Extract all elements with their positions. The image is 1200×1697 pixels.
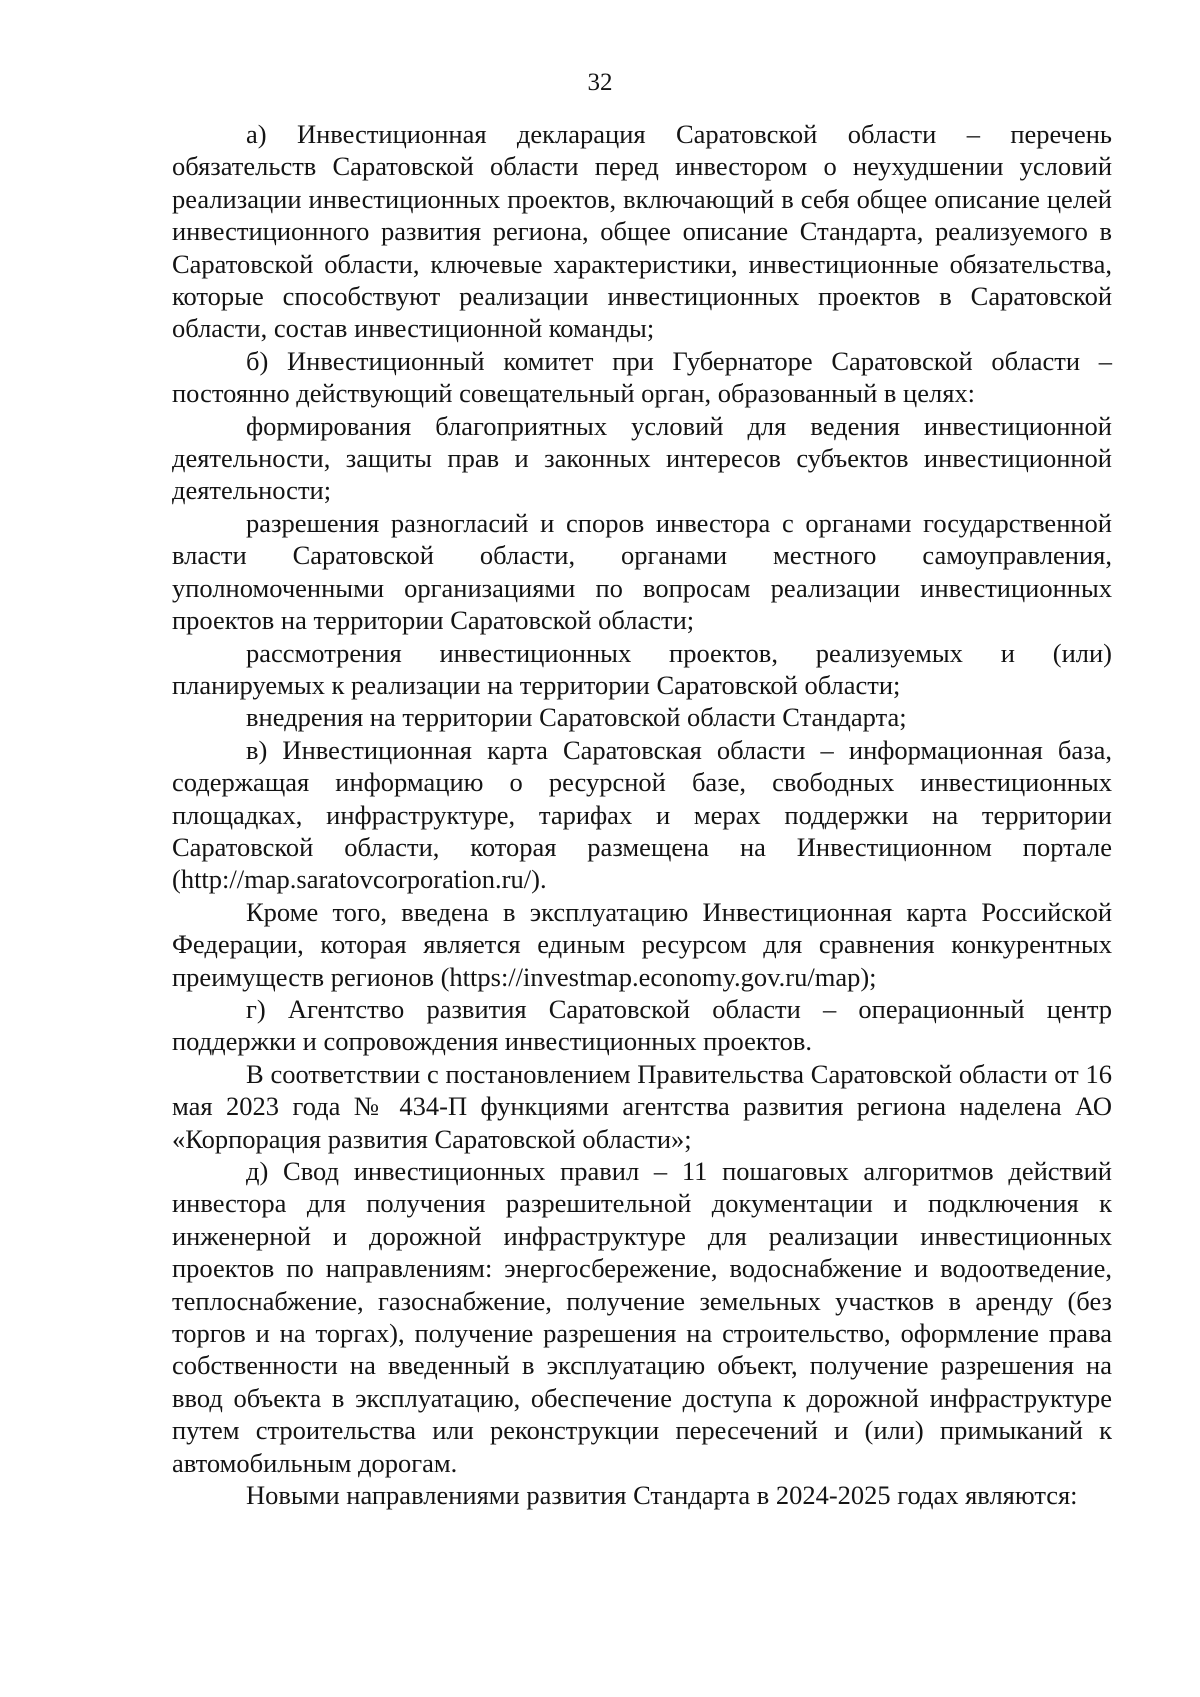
paragraph-new-directions: Новыми направлениями развития Стандарта в 2024-2025 годах являются: [246, 1480, 1078, 1511]
document-body [172, 118, 1112, 1511]
paragraph-investment-declaration: а) Инвестиционная декларация Саратовской области – перечень обязательств Саратовской области перед инвестором о неухудшении условий реализации инвестиционных проектов, включающий в себя общее описание целей инвестиционного развития региона, общее описание Стандарта, реализуемого в Саратовской области, ключевые характеристики, инвестиционные обязательства, которые способствуют реализации инвестиционных проектов в Саратовской области, состав инвестиционной команды; [172, 119, 1112, 344]
page-number: 32 [587, 69, 613, 96]
paragraph-investment-rules: д) Свод инвестиционных правил – 11 пошаговых алгоритмов действий инвестора для получения разрешительной документации и подключения к инженерной и дорожной инфраструктуре для реализации инвестиционных проектов по направлениям: энергосбережение, водоснабжение и водоотведение, теплоснабжение, газоснабжение, получение земельных участков в аренду (без торгов и на торгах), получение разрешения на строительство, оформление права собственности на введенный в эксплуатацию объект, получение разрешения на ввод объекта в эксплуатацию, обеспечение доступа к дорожной инфраструктуре путем строительства или реконструкции пересечений и (или) примыканий к автомобильным дорогам. [172, 1156, 1112, 1478]
paragraph-development-agency: г) Агентство развития Саратовской области – операционный центр поддержки и сопровождения инвестиционных проектов. [172, 993, 1112, 1057]
paragraph-investment-map: в) Инвестиционная карта Саратовская области – информационная база, содержащая информацию о ресурсной базе, свободных инвестиционных площадках, инфраструктуре, тарифах и мерах поддержки на территории Саратовской области, которая размещена на Инвестиционном портале (http://map.saratovcorporation.ru/). [172, 734, 1112, 895]
paragraph-investment-committee: б) Инвестиционный комитет при Губернаторе Саратовской области – постоянно действующий совещательный орган, образованный в целях: [172, 345, 1112, 409]
paragraph-committee-goal-conditions: формирования благоприятных условий для ведения инвестиционной деятельности, защиты прав и законных интересов субъектов инвестиционной деятельности; [172, 410, 1112, 506]
paragraph-committee-goal-disputes: разрешения разногласий и споров инвестора с органами государственной власти Саратовской области, органами местного самоуправления, уполномоченными организациями по вопросам реализации инвестиционных проектов на территории Саратовской области; [172, 507, 1112, 636]
paragraph-committee-goal-projects: рассмотрения инвестиционных проектов, реализуемых и (или) планируемых к реализации на территории Саратовской области; [172, 637, 1112, 700]
paragraph-russian-investment-map: Кроме того, введена в эксплуатацию Инвестиционная карта Российской Федерации, которая является единым ресурсом для сравнения конкурентных преимуществ регионов (https://investmap.economy.gov.ru/map); [172, 896, 1112, 992]
paragraph-committee-goal-standard: внедрения на территории Саратовской области Стандарта; [246, 702, 907, 733]
paragraph-government-resolution: В соответствии с постановлением Правительства Саратовской области от 16 мая 2023 года № 434-П функциями агентства развития региона наделена АО «Корпорация развития Саратовской области»; [172, 1058, 1112, 1154]
